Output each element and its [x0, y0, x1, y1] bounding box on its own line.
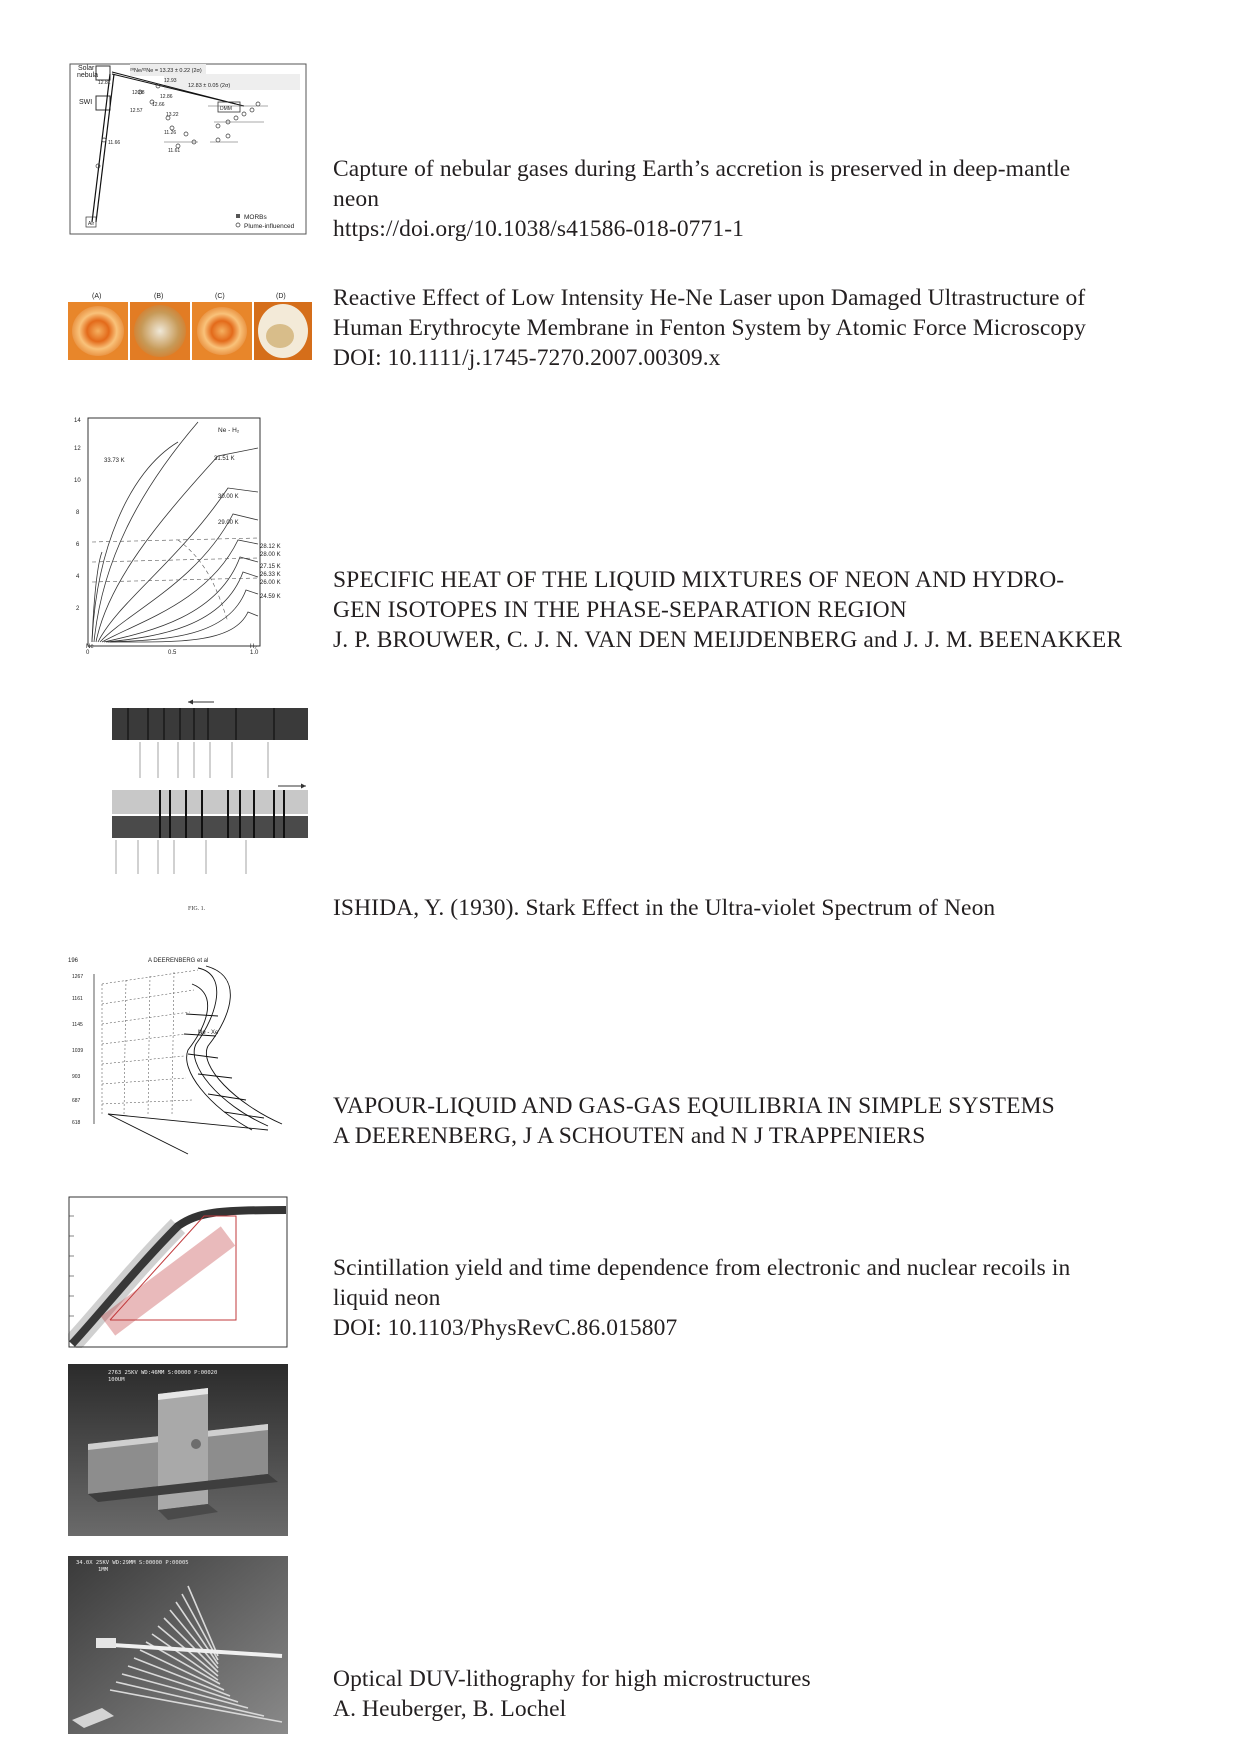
legend-morbs: MORBs	[244, 214, 267, 221]
figure-stark-spectrum	[68, 698, 310, 914]
figure-header: A DEERENBERG et al	[148, 958, 209, 964]
y-tick-10: 10	[74, 478, 81, 484]
entry-3-authors: J. P. BROUWER, C. J. N. VAN DEN MEIJDENBERG and J. J. M. BEENAKKER	[333, 627, 1123, 653]
panel-label-a: (A)	[92, 293, 102, 300]
entry-5-title: VAPOUR-LIQUID AND GAS-GAS EQUILIBRIA IN SIMPLE SYSTEMS	[333, 1093, 1055, 1119]
entry-4-caption	[333, 893, 1213, 923]
panel-label-b: (B)	[154, 293, 164, 300]
plot-value-1322: 13.22	[166, 112, 179, 118]
entry-6-title-line-2: liquid neon	[333, 1285, 441, 1311]
plot-label-dmm: DMM	[220, 106, 232, 112]
entry-3-title-line-2: GEN ISOTOPES IN THE PHASE-SEPARATION REGION	[333, 597, 907, 623]
plot-title-ne-h2: Ne - H₂	[218, 427, 240, 434]
entry-6-caption	[333, 1253, 1213, 1343]
plot-value-1166: 11.66	[108, 140, 121, 146]
curve-label-2715: 27.15 K	[260, 564, 281, 570]
plot-value-1293: 12.93	[164, 78, 177, 84]
curve-label-3373: 33.73 K	[104, 458, 125, 464]
x-tick-10: 1.0	[250, 650, 259, 656]
panel-label-d: (D)	[276, 293, 286, 300]
entry-4-title: ISHIDA, Y. (1930). Stark Effect in the Ultra-violet Spectrum of Neon	[333, 895, 996, 921]
z-tick-5: 903	[72, 1074, 81, 1080]
curve-label-2900: 29.00 K	[218, 520, 239, 526]
figure-phase-diagram-3d	[68, 954, 298, 1160]
curve-label-3000: 30.00 K	[218, 494, 239, 500]
entry-2-caption	[333, 283, 1213, 373]
sem-info-2: 34.0X 25KV WD:29MM S:00000 P:00005	[76, 1560, 189, 1566]
plot-value-1288: 12.88	[132, 90, 145, 96]
x-end-ne: Ne	[86, 644, 94, 650]
y-tick-12: 12	[74, 446, 81, 452]
entry-6-title-line-1: Scintillation yield and time dependence from electronic and nuclear recoils in	[333, 1255, 1071, 1281]
entry-5-caption	[333, 1091, 1213, 1151]
entry-3-title-line-1: SPECIFIC HEAT OF THE LIQUID MIXTURES OF NEON AND HYDRO-	[333, 567, 1065, 593]
entry-8-title: Optical DUV-lithography for high microstructures	[333, 1666, 811, 1692]
figure-sem-comb-structure	[68, 1556, 288, 1734]
entry-2-title-line-1: Reactive Effect of Low Intensity He-Ne Laser upon Damaged Ultrastructure of	[333, 285, 1086, 311]
entry-1-title-line-2: neon	[333, 186, 380, 212]
z-tick-2: 1161	[72, 996, 83, 1002]
figure-scintillation-scatter	[68, 1196, 288, 1348]
y-tick-14: 14	[74, 418, 81, 424]
entry-8-authors: A. Heuberger, B. Lochel	[333, 1696, 567, 1722]
plot-value-1257: 12.57	[130, 108, 143, 114]
plot-value-1126: 11.26	[164, 130, 177, 136]
figure-page-number: 196	[68, 958, 79, 964]
curve-label-2600: 26.00 K	[260, 580, 281, 586]
y-tick-8: 8	[76, 510, 80, 516]
z-tick-7: 618	[72, 1120, 81, 1126]
curve-label-2633: 26.33 K	[260, 572, 281, 578]
plot-value-1281: 12.81	[98, 80, 111, 86]
plot-value-1161: 11.61	[168, 148, 181, 154]
x-end-h2: H₂	[250, 644, 257, 650]
entry-1-doi: https://doi.org/10.1038/s41586-018-0771-1	[333, 216, 745, 242]
figure-specific-heat-plot	[68, 412, 300, 658]
z-tick-6: 687	[72, 1098, 81, 1104]
plot-annotation-top: ²⁰Ne/²²Ne = 13.23 ± 0.22 (2σ)	[130, 68, 202, 74]
z-tick-4: 1039	[72, 1048, 84, 1054]
curve-label-2800: 28.00 K	[260, 552, 281, 558]
y-tick-6: 6	[76, 542, 80, 548]
figure-label-ne-xe: Ne - Xe	[198, 1030, 219, 1036]
entry-1-title-line-1: Capture of nebular gases during Earth’s accretion is preserved in deep-mantle	[333, 156, 1071, 182]
figure-neon-isotope-plot	[68, 62, 310, 238]
z-tick-3: 1145	[72, 1022, 83, 1028]
entry-2-doi: DOI: 10.1111/j.1745-7270.2007.00309.x	[333, 345, 721, 371]
plot-label-solar: Solar	[78, 65, 95, 72]
plot-value-1286: 12.86	[160, 94, 173, 100]
figure-erythrocyte-afm	[68, 290, 312, 362]
curve-label-2459: 24.59 K	[260, 594, 281, 600]
sem-scale-2: 1MM	[98, 1567, 108, 1573]
plot-label-swi: SWI	[79, 99, 93, 106]
entry-3-caption	[333, 565, 1213, 655]
entry-2-title-line-2: Human Erythrocyte Membrane in Fenton System by Atomic Force Microscopy	[333, 315, 1086, 341]
sem-info-1: 2763 25KV WD:46MM S:00000 P:00020	[108, 1370, 218, 1376]
panel-label-c: (C)	[215, 293, 225, 300]
legend-plume: Plume-influenced	[244, 223, 295, 230]
entry-6-doi: DOI: 10.1103/PhysRevC.86.015807	[333, 1315, 678, 1341]
plot-annotation-mid: 12.83 ± 0.05 (2σ)	[188, 83, 231, 89]
figure-sem-cross-structure	[68, 1364, 288, 1536]
z-tick-1: 1267	[72, 974, 84, 980]
plot-value-1266: 12.66	[152, 102, 165, 108]
curve-label-3151: 31.51 K	[214, 456, 235, 462]
entry-8-caption	[333, 1664, 1213, 1724]
entry-5-authors: A DEERENBERG, J A SCHOUTEN and N J TRAPPENIERS	[333, 1123, 926, 1149]
entry-1-caption	[333, 154, 1213, 244]
curve-label-2812: 28.12 K	[260, 544, 281, 550]
y-tick-4: 4	[76, 574, 80, 580]
sem-scale-1: 100UM	[108, 1377, 125, 1383]
y-tick-2: 2	[76, 606, 80, 612]
spectrum-fig-caption: FIG. 1.	[188, 906, 206, 912]
x-tick-0: 0	[86, 650, 90, 656]
plot-label-air: Air	[88, 221, 95, 227]
plot-label-nebula: nebula	[77, 72, 99, 79]
x-tick-05: 0.5	[168, 650, 177, 656]
